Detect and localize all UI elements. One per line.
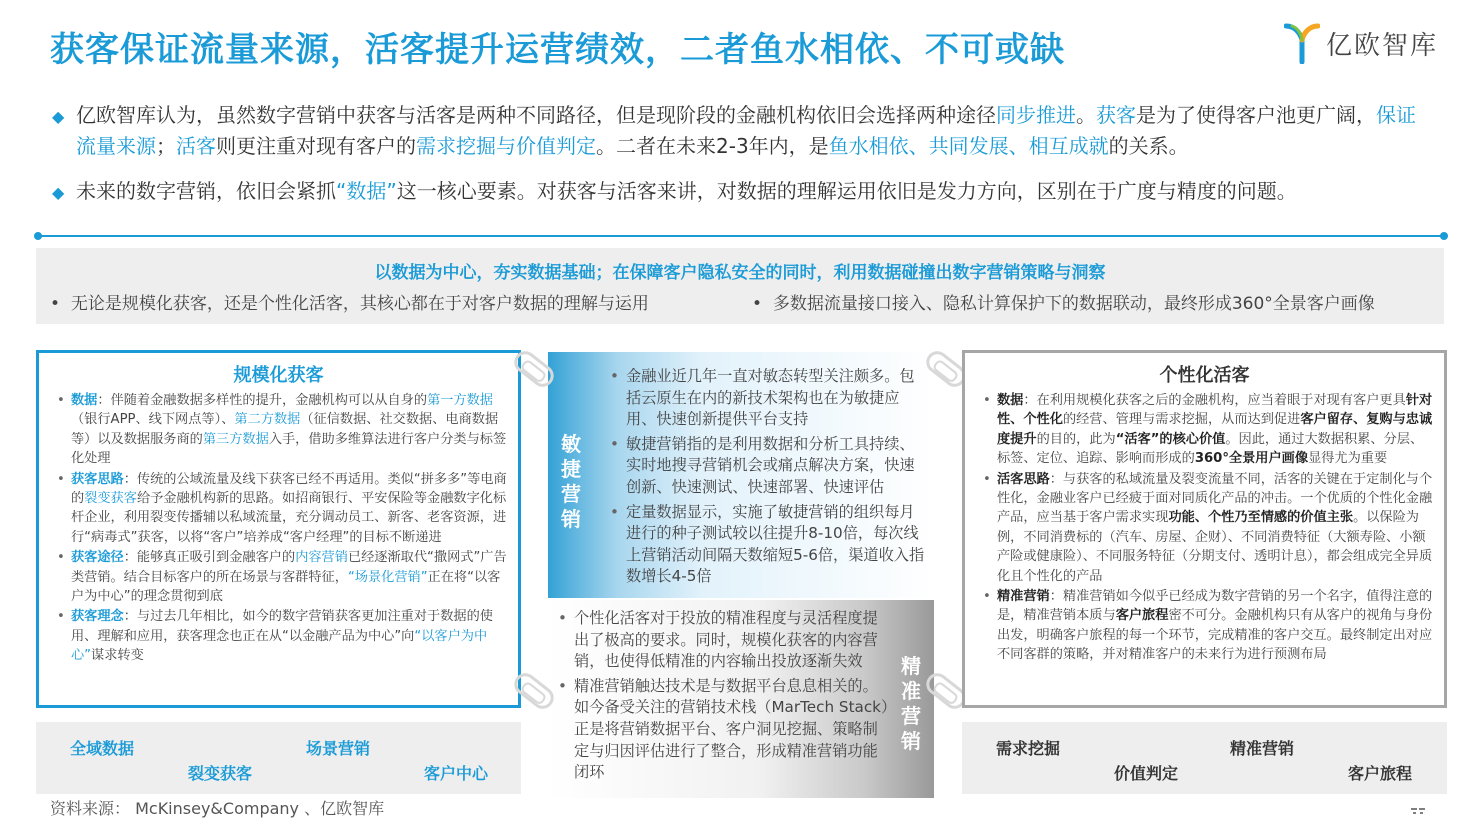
diamond-bullet-icon: ◆ bbox=[52, 107, 65, 126]
text-run: ：精准营销如今似乎已经成为数字营销的另一个名字，值得注意的是，精准营销本质与 bbox=[997, 589, 1433, 624]
text-run: ：与获客的私域流量及裂变流量不同，活客的关键在于定制化与个性化，金融业客户已经疲于面对同质化产品的冲击。一个优质的个性化金融产品，应当基于客户需求实现 bbox=[997, 471, 1433, 526]
text-run: 同步推进 bbox=[996, 103, 1076, 127]
intro-paragraph-1 bbox=[52, 100, 1432, 162]
text-run: ； bbox=[156, 134, 176, 158]
text-run: 的关系。 bbox=[1108, 134, 1189, 158]
list-item bbox=[977, 391, 1434, 469]
text-run: 获客 bbox=[1096, 103, 1136, 127]
intro-text bbox=[52, 100, 1432, 162]
text-run: 。以保险为例，不同消费标的（汽车、房屋、企财）、不同消费特征（大额寿险、小额产险或健康险）、不同服务特征（分期支付、透明计息），都会组成完全异质化且个性化的产品 bbox=[997, 510, 1433, 584]
list-item bbox=[977, 587, 1434, 665]
text-run: （银行APP、线下网点等）、 bbox=[71, 412, 235, 428]
intro-paragraph-2 bbox=[52, 176, 1432, 207]
tag: 客户旅程 bbox=[1348, 764, 1413, 783]
list-item: • 定量数据显示，实施了敏捷营销的组织每月进行的种子测试较以往提升8-10倍，每次线上营销活动间隔天数缩短5-6倍，渠道收入指数增长4-5倍 bbox=[604, 502, 926, 588]
list-item bbox=[51, 607, 508, 665]
text-run: ：在利用规模化获客之后的金融机构，应当着眼于对现有客户更具 bbox=[1023, 393, 1406, 408]
text-run: 谋求转变 bbox=[91, 648, 144, 664]
text-run: “数据” bbox=[336, 179, 397, 203]
intro-text bbox=[52, 176, 1432, 207]
list-item bbox=[51, 470, 508, 548]
text-run: 客户旅程 bbox=[1115, 608, 1169, 624]
tag: 客户中心 bbox=[424, 764, 489, 783]
text-run: （征信数据、社交数据、电商数据等）以及数据服务商的 bbox=[71, 412, 499, 447]
bullet-list bbox=[604, 366, 926, 591]
logo-text: 亿欧智库 bbox=[1326, 30, 1439, 61]
diamond-bullet-icon: ◆ bbox=[52, 183, 65, 202]
text-run: 则更注重对现有客户的 bbox=[216, 134, 416, 158]
text-run: ：与过去几年相比，如今的数字营销获客更加注重对于数据的使用、理解和应用，获客理念也正在从“以金融产品为中心”向 bbox=[71, 609, 493, 644]
text-run: 已经逐渐取代“撒网式”广告类营销。结合目标客户的所在场景与客群特征， bbox=[71, 550, 507, 585]
text-run: 内容营销 bbox=[295, 550, 348, 566]
core-title: 以数据为中心，夯实数据基础；在保障客户隐私安全的同时，利用数据碰撞出数字营销策略与洞察 bbox=[374, 263, 1106, 283]
tag: 裂变获客 bbox=[188, 764, 253, 783]
text-run: “活客”的核心价值 bbox=[1115, 431, 1226, 447]
brand-logo bbox=[1284, 22, 1438, 64]
bullet-list bbox=[965, 391, 1444, 665]
source-note: 资料来源： McKinsey&Company 、亿欧智库 bbox=[50, 799, 385, 818]
text-run: 获客思路 bbox=[71, 471, 124, 487]
core-banner bbox=[36, 248, 1444, 324]
text-run: ：伴随着金融数据多样性的提升，金融机构可以从自身的 bbox=[97, 393, 428, 408]
text-run: 裂变获客 bbox=[84, 491, 137, 507]
text-run: ：传统的公域流量及线下获客已经不再适用。类似“拼多多”等电商的 bbox=[71, 471, 507, 507]
tag: 价值判定 bbox=[1114, 764, 1179, 783]
list-item bbox=[977, 470, 1434, 586]
text-run: 360°全景用户画像 bbox=[1194, 451, 1309, 467]
box-title: 个性化活客 bbox=[1159, 365, 1250, 386]
text-run: 鱼水相依、共同发展、相互成就 bbox=[828, 134, 1109, 158]
text-run: 第一方数据 bbox=[427, 393, 493, 408]
text-run: 。二者在未来2-3年内，是 bbox=[596, 134, 829, 158]
text-run: 。因此，通过大数据积累、分层、标签、定位、追踪、影响而形成的 bbox=[997, 431, 1424, 467]
agile-marketing-label: 敏捷营销 bbox=[561, 432, 581, 531]
text-run: 活客思路 bbox=[997, 471, 1050, 487]
text-run: 这一核心要素。对获客与活客来讲，对数据的理解运用依旧是发力方向，区别在于广度与精度的问题。 bbox=[396, 179, 1297, 203]
text-run: 获客理念 bbox=[71, 609, 124, 625]
text-run: 数据 bbox=[997, 393, 1024, 408]
text-run: 给予金融机构新的思路。如招商银行、平安保险等金融数字化标杆企业，利用裂变传播辅以私域流量，充分调动员工、新客、老客资源，进行“病毒式”获客，以将“客户”培养成“客户经理”的目标不断递进 bbox=[71, 491, 507, 545]
scale-acquisition-box bbox=[36, 350, 521, 708]
activation-tags bbox=[962, 722, 1447, 794]
text-run: 获客途径 bbox=[71, 550, 124, 566]
text-run: 显得尤为重要 bbox=[1308, 451, 1388, 467]
bullet-list bbox=[39, 391, 518, 666]
text-run: 精准营销 bbox=[997, 589, 1050, 605]
list-item bbox=[51, 548, 508, 606]
yiou-logo-icon bbox=[1284, 22, 1320, 64]
text-run: 针对性、个性化 bbox=[997, 393, 1433, 428]
text-run: 保证流量来源 bbox=[76, 103, 1416, 158]
divider-line bbox=[36, 235, 1446, 237]
text-run: 第二方数据 bbox=[234, 412, 301, 428]
box-title: 规模化获客 bbox=[233, 365, 324, 386]
text-run: 密不可分。金融机构只有从客户的视角与身份出发，明确客户旅程的每一个环节，完成精准的客户交互。最终制定出对应不同客群的策略，并对精准客户的未来行为进行预测布局 bbox=[997, 608, 1433, 663]
text-run: 未来的数字营销，依旧会紧抓 bbox=[76, 179, 336, 203]
agile-marketing-panel bbox=[548, 352, 934, 598]
text-run: 亿欧智库认为，虽然数字营销中获客与活客是两种不同路径，但是现阶段的金融机构依旧会选择两种途径 bbox=[76, 103, 996, 127]
page-mark-icon bbox=[1410, 806, 1426, 816]
text-run: 数据 bbox=[71, 393, 98, 408]
text-run: 活客 bbox=[176, 134, 216, 158]
tag: 需求挖掘 bbox=[996, 739, 1061, 758]
list-item: • 精准营销触达技术是与数据平台息息相关的。如今备受关注的营销技术栈（MarTech Stack）正是将营销数据平台、客户洞见挖掘、策略制定与归因评估进行了整合，形成精准营销功能闭环 bbox=[552, 676, 892, 784]
precision-marketing-label: 精准营销 bbox=[901, 654, 921, 753]
text-run: ：能够真正吸引到金融客户的 bbox=[123, 550, 296, 566]
text-run: “以客户为中心” bbox=[71, 628, 488, 664]
text-run: “场景化营销” bbox=[347, 569, 428, 585]
core-bullet: • 多数据流量接口接入、隐私计算保护下的数据联动，最终形成360°全景客户画像 bbox=[752, 294, 1375, 314]
list-item: • 金融业近几年一直对敏态转型关注颇多。包括云原生在内的新技术架构也在为敏捷应用、快速创新提供平台支持 bbox=[604, 366, 926, 431]
text-run: 是为了使得客户池更广阔， bbox=[1136, 103, 1376, 127]
middle-panel bbox=[548, 352, 934, 798]
bullet-list bbox=[552, 608, 892, 787]
core-bullet: • 无论是规模化获客，还是个性化活客，其核心都在于对客户数据的理解与运用 bbox=[50, 294, 649, 314]
acquisition-tags bbox=[36, 722, 521, 794]
list-item: • 个性化活客对于投放的精准程度与灵活程度提出了极高的要求。同时，规模化获客的内容营销，也使得低精准的内容输出投放逐渐失效 bbox=[552, 608, 892, 673]
text-run: 第三方数据 bbox=[202, 431, 269, 447]
precision-marketing-panel bbox=[548, 600, 934, 798]
text-run: 正在将“以客户为中心”的理念贯彻到底 bbox=[71, 569, 501, 605]
text-run: 需求挖掘与价值判定 bbox=[416, 134, 596, 158]
text-run: 。 bbox=[1076, 103, 1096, 127]
text-run: 的经营、管理与需求挖掘，从而达到促进 bbox=[1062, 412, 1301, 428]
tag: 精准营销 bbox=[1230, 739, 1295, 758]
personalized-activation-box bbox=[962, 350, 1447, 708]
tag: 场景营销 bbox=[306, 739, 371, 758]
tag: 全域数据 bbox=[70, 739, 135, 758]
text-run: 的目的，此为 bbox=[1036, 431, 1116, 447]
text-run: 客户留存、复购与忠诚度提升 bbox=[997, 412, 1433, 447]
text-run: 入手，借助多维算法进行客户分类与标签化处理 bbox=[71, 431, 507, 467]
list-item: • 敏捷营销指的是利用数据和分析工具持续、实时地搜寻营销机会或痛点解决方案，快速创新、快速测试、快速部署、快速评估 bbox=[604, 434, 926, 499]
text-run: 功能、个性乃至情感的价值主张 bbox=[1168, 510, 1354, 526]
page-title: 获客保证流量来源，活客提升运营绩效，二者鱼水相依、不可或缺 bbox=[50, 30, 1065, 70]
list-item bbox=[51, 391, 508, 469]
